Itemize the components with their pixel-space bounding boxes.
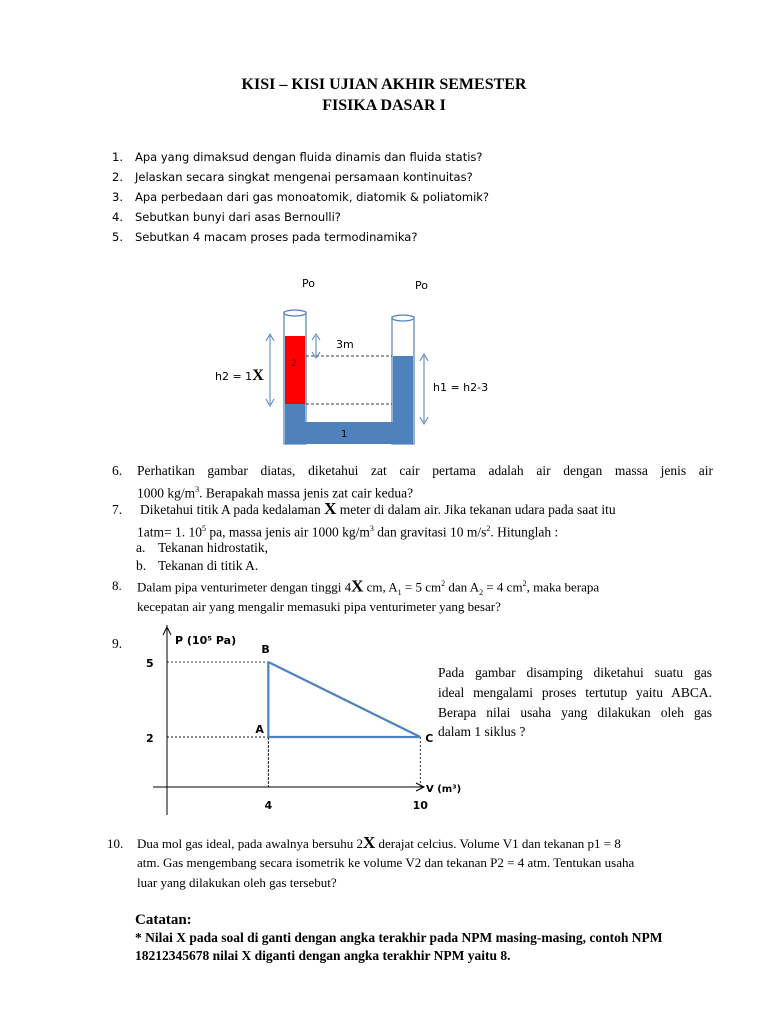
- water-bottom: [285, 422, 413, 444]
- right-tube-rim: [392, 315, 414, 321]
- note-line-2: 18212345678 nilai X diganti dengan angka terakhir NPM yaitu 8.: [135, 948, 511, 963]
- label-h2: h2 = 1X: [215, 367, 264, 384]
- page-title: KISI – KISI UJIAN AKHIR SEMESTER: [241, 76, 527, 93]
- po-left-label: Po: [302, 277, 315, 290]
- note-heading: Catatan:: [135, 912, 192, 928]
- fluid-1-label: 1: [341, 429, 348, 440]
- x-tick-4: 4: [264, 799, 273, 812]
- po-right-label: Po: [415, 279, 428, 292]
- left-tube-rim: [284, 310, 306, 316]
- pv-chart: [0, 625, 768, 815]
- x-axis-label: V (m³): [426, 784, 462, 795]
- point-label-a: A: [255, 723, 264, 736]
- x-tick-10: 10: [412, 799, 428, 812]
- label-h1: h1 = h2-3: [433, 381, 489, 394]
- label-3m: 3m: [336, 338, 354, 351]
- point-label-c: C: [425, 732, 434, 745]
- page-subtitle: FISIKA DASAR I: [322, 97, 446, 114]
- segment-b-c: [268, 662, 420, 737]
- fluid-2-label: 2: [291, 359, 297, 369]
- y-tick-5: 5: [146, 657, 154, 670]
- fluid-2-column: [285, 336, 305, 404]
- note-line-1: * Nilai X pada soal di ganti dengan angka terakhir pada NPM masing-masing, contoh NPM: [135, 930, 663, 945]
- y-tick-2: 2: [146, 732, 154, 745]
- y-axis-label: P (10⁵ Pa): [175, 634, 237, 647]
- u-tube-diagram: [0, 270, 768, 450]
- point-label-b: B: [261, 643, 270, 656]
